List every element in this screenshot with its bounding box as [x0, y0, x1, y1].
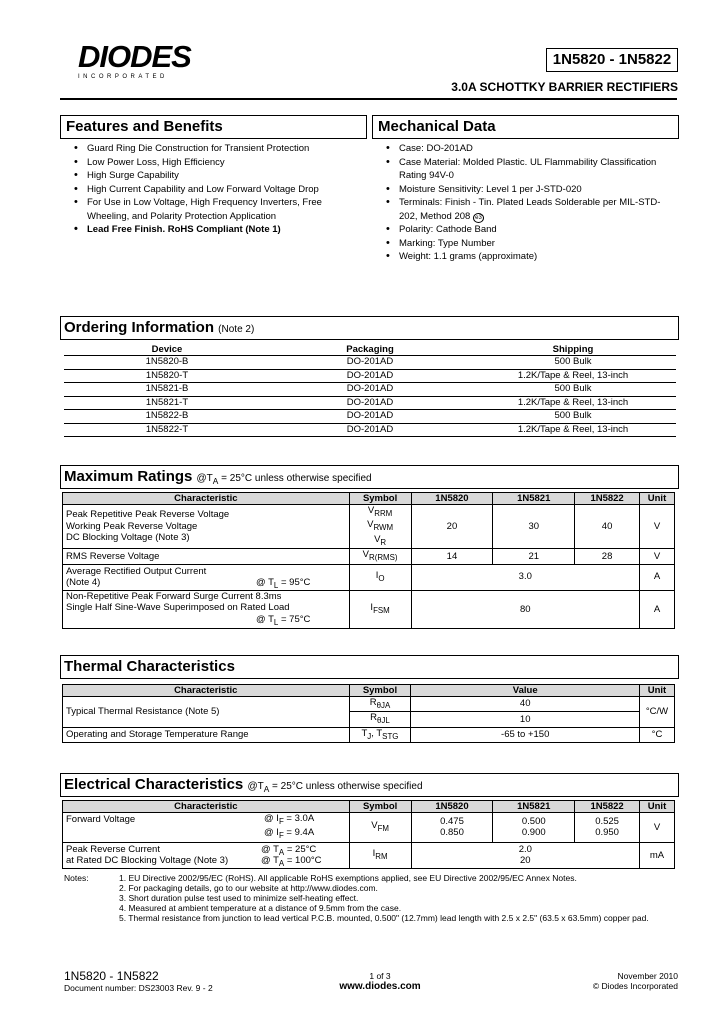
cell: Forward Voltage @ $I_F = 3.0A$ @ $I_F = 9.4A$	[63, 813, 350, 843]
thermal-title-box	[60, 655, 679, 679]
cell: V	[640, 505, 675, 549]
ordering-title-box	[60, 316, 679, 340]
col-symbol: Symbol	[349, 801, 411, 813]
cell: DO-201AD	[270, 423, 470, 437]
col-value: Value	[411, 685, 640, 697]
table-header-row	[64, 344, 676, 356]
cell: 1N5821-T	[64, 396, 270, 410]
cell: $I_O$	[349, 564, 411, 590]
mechanical-title-box	[372, 115, 679, 139]
mechanical-item	[384, 196, 674, 223]
max-ratings-title-box	[60, 465, 679, 489]
cell: $T_J$, $T_{STG}$	[349, 727, 411, 742]
cell: $R_{\theta JL}$	[349, 712, 411, 727]
table-header-row	[63, 493, 675, 505]
table-row	[64, 396, 676, 410]
thermal-title: Thermal Characteristics	[64, 658, 235, 675]
cell: 14	[411, 549, 493, 564]
doc-subtitle: 3.0A SCHOTTKY BARRIER RECTIFIERS	[451, 80, 678, 94]
mechanical-item: • Moisture Sensitivity: Level 1 per J-STD-020	[384, 183, 674, 197]
cell: Operating and Storage Temperature Range	[63, 727, 350, 742]
mechanical-item: • Case Material: Molded Plastic. UL Flammability Classification Rating 94V-0	[384, 156, 674, 183]
cell: Non-Repetitive Peak Forward Surge Current 8.3ms Single Half Sine-Wave Superimposed on Rated Load @ $T_L = 75^\circ C$	[63, 590, 350, 628]
cell: 1.2K/Tape & Reel, 13-inch	[470, 423, 676, 437]
cell: 21	[493, 549, 575, 564]
col-unit: Unit	[640, 801, 675, 813]
col-shipping: Shipping	[470, 344, 676, 356]
mechanical-item: • Weight: 1.1 grams (approximate)	[384, 250, 674, 264]
electrical-table	[62, 800, 675, 869]
cell: -65 to +150	[411, 727, 640, 742]
col-device: Device	[64, 344, 270, 356]
cell: 10	[411, 712, 640, 727]
cell: 500 Bulk	[470, 383, 676, 397]
ordering-table	[64, 344, 676, 437]
col-1n5821: 1N5821	[493, 493, 575, 505]
ordering-title-text: Ordering Information	[64, 319, 214, 336]
cell: 1N5822-B	[64, 410, 270, 424]
cell: DO-201AD	[270, 396, 470, 410]
max-ratings-title	[61, 466, 678, 488]
cell: A	[640, 590, 675, 628]
logo-word: DIODES	[78, 39, 191, 74]
cell: 40	[575, 505, 640, 549]
col-characteristic: Characteristic	[63, 685, 350, 697]
table-row	[64, 369, 676, 383]
max-ratings-cond: $@T_A = 25^\circ C$ unless otherwise specified	[196, 473, 372, 486]
col-symbol: Symbol	[349, 493, 411, 505]
diodes-logo	[78, 39, 203, 80]
feature-item: • High Current Capability and Low Forward Voltage Drop	[72, 183, 334, 197]
cell: 20	[411, 505, 493, 549]
table-row	[64, 410, 676, 424]
cell: °C	[639, 727, 674, 742]
table-row	[64, 356, 676, 370]
feature-item: • For Use in Low Voltage, High Frequency Inverters, Free Wheeling, and Polarity Protection Application	[72, 196, 334, 223]
cell: Average Rectified Output Current (Note 4) @ $T_L = 95^\circ C$	[63, 564, 350, 590]
cell: 1N5820-B	[64, 356, 270, 370]
features-title-box	[60, 115, 367, 139]
electrical-title-text: Electrical Characteristics	[64, 776, 244, 793]
footer-docnum: Document number: DS23003 Rev. 9 - 2	[64, 983, 213, 993]
col-1n5821: 1N5821	[493, 801, 575, 813]
cell: 0.500 0.900	[493, 813, 575, 843]
table-row	[64, 423, 676, 437]
cell: 0.475 0.850	[411, 813, 493, 843]
footer-date: November 2010	[617, 971, 678, 981]
part-range-box: 1N5820 - 1N5822	[546, 48, 678, 72]
cell: DO-201AD	[270, 369, 470, 383]
cell: DO-201AD	[270, 410, 470, 424]
table-row	[64, 383, 676, 397]
table-row	[63, 590, 675, 628]
cell: 1.2K/Tape & Reel, 13-inch	[470, 369, 676, 383]
ordering-title	[61, 317, 678, 338]
cell: 0.525 0.950	[575, 813, 640, 843]
electrical-title-box	[60, 773, 679, 797]
cell: 28	[575, 549, 640, 564]
cell: DO-201AD	[270, 383, 470, 397]
table-row	[63, 505, 675, 549]
table-row	[63, 813, 675, 843]
cell: 1N5821-B	[64, 383, 270, 397]
e3-mark: e3	[473, 213, 484, 223]
feature-item: • High Surge Capability	[72, 169, 334, 183]
footer-left	[64, 969, 213, 993]
cell: °C/W	[639, 697, 674, 728]
mechanical-list	[384, 142, 674, 264]
cell: Peak Reverse Current @ $T_A = 25^\circ C$ at Rated DC Blocking Voltage (Note 3) @ $T_A = 100^\circ C$	[63, 842, 350, 868]
mechanical-item: • Polarity: Cathode Band	[384, 223, 674, 237]
cell: 1N5822-T	[64, 423, 270, 437]
cell: 1.2K/Tape & Reel, 13-inch	[470, 396, 676, 410]
header-rule	[60, 98, 677, 100]
col-1n5820: 1N5820	[411, 801, 493, 813]
note-item: 3. Short duration pulse test used to minimize self-heating effect.	[119, 893, 359, 903]
note-item: 5. Thermal resistance from junction to lead vertical P.C.B. mounted, 0.500" (12.7mm) lead length with 2.5 x 2.5" (63.5 x 63.5mm) copper pad.	[119, 913, 649, 923]
cell: RMS Reverse Voltage	[63, 549, 350, 564]
table-row	[63, 842, 675, 868]
cell: V	[640, 549, 675, 564]
table-row	[63, 697, 675, 712]
col-1n5822: 1N5822	[575, 801, 640, 813]
table-row	[63, 727, 675, 742]
electrical-title	[61, 774, 678, 796]
max-ratings-title-text: Maximum Ratings	[64, 468, 193, 485]
cell: 2.0 20	[411, 842, 639, 868]
max-ratings-table	[62, 492, 675, 629]
cell: A	[640, 564, 675, 590]
cell: $I_{FSM}$	[349, 590, 411, 628]
footer-right	[593, 971, 678, 991]
electrical-cond: $@T_A = 25^\circ C$ unless otherwise specified	[247, 781, 423, 794]
notes	[64, 873, 676, 923]
mechanical-item: • Case: DO-201AD	[384, 142, 674, 156]
col-1n5822: 1N5822	[575, 493, 640, 505]
cell: mA	[640, 842, 675, 868]
cell: 80	[411, 590, 639, 628]
features-list	[72, 142, 334, 237]
col-1n5820: 1N5820	[411, 493, 493, 505]
footer-part: 1N5820 - 1N5822	[64, 969, 159, 983]
footer-site[interactable]: www.diodes.com	[339, 981, 421, 992]
note-item: 2. For packaging details, go to our website at http://www.diodes.com.	[119, 883, 378, 893]
mechanical-item: • Marking: Type Number	[384, 237, 674, 251]
cell: V	[640, 813, 675, 843]
cell: $R_{\theta JA}$	[349, 697, 411, 712]
table-row	[63, 549, 675, 564]
ordering-note: (Note 2)	[218, 324, 255, 335]
cell: 40	[411, 697, 640, 712]
cell: $V_{R(RMS)}$	[349, 549, 411, 564]
cell: DO-201AD	[270, 356, 470, 370]
notes-label: Notes:	[64, 873, 89, 883]
col-characteristic: Characteristic	[63, 801, 350, 813]
thermal-table	[62, 684, 675, 743]
cell: Peak Repetitive Peak Reverse Voltage Working Peak Reverse Voltage DC Blocking Voltage (Note 3)	[63, 505, 350, 549]
cell: $I_{RM}$	[349, 842, 411, 868]
features-title: Features and Benefits	[66, 118, 223, 135]
note-item: 4. Measured at ambient temperature at a distance of 9.5mm from the case.	[119, 903, 402, 913]
cell: $V_{RRM}$ $V_{RWM}$ $V_R$	[349, 505, 411, 549]
feature-item: • Low Power Loss, High Efficiency	[72, 156, 334, 170]
col-symbol: Symbol	[349, 685, 411, 697]
cell: 1N5820-T	[64, 369, 270, 383]
cell: Typical Thermal Resistance (Note 5)	[63, 697, 350, 728]
footer-page: 1 of 3	[369, 971, 391, 981]
cell: 500 Bulk	[470, 410, 676, 424]
footer-copyright: © Diodes Incorporated	[592, 981, 678, 991]
logo-sub: INCORPORATED	[78, 74, 168, 80]
feature-item: • Lead Free Finish. RoHS Compliant (Note 1)	[72, 223, 334, 237]
footer-center	[330, 971, 430, 992]
col-characteristic: Characteristic	[63, 493, 350, 505]
mechanical-item-text: Terminals: Finish - Tin. Plated Leads Solderable per MIL-STD-202, Method 208	[399, 197, 661, 222]
mechanical-title: Mechanical Data	[378, 118, 496, 135]
cell: 3.0	[411, 564, 639, 590]
col-unit: Unit	[639, 685, 674, 697]
table-header-row	[63, 685, 675, 697]
cell: 500 Bulk	[470, 356, 676, 370]
col-unit: Unit	[640, 493, 675, 505]
table-row	[63, 564, 675, 590]
table-header-row	[63, 801, 675, 813]
feature-item: • Guard Ring Die Construction for Transient Protection	[72, 142, 334, 156]
col-packaging: Packaging	[270, 344, 470, 356]
note-item: 1. EU Directive 2002/95/EC (RoHS). All applicable RoHS exemptions applied, see EU Directive 2002/95/EC Annex Notes.	[119, 873, 577, 883]
cell: 30	[493, 505, 575, 549]
notes-list	[64, 873, 676, 923]
cell: $V_{FM}$	[349, 813, 411, 843]
